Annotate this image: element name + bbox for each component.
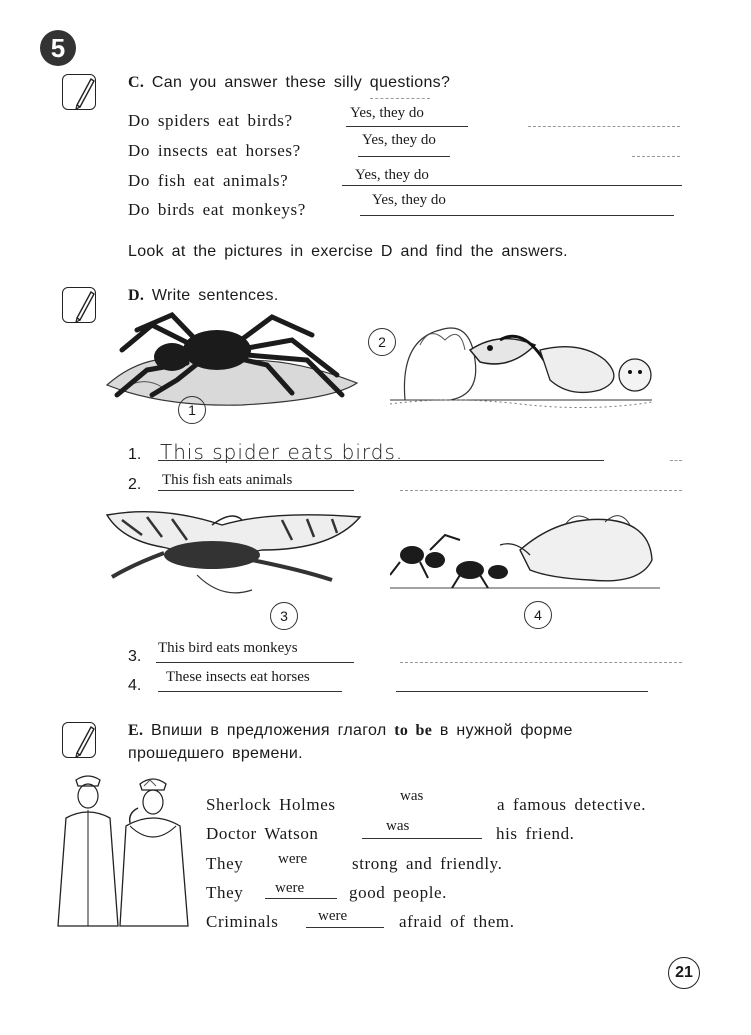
sentence-line-4	[158, 691, 342, 692]
row-e-4-answer: were	[275, 880, 305, 896]
question-c-1: Do spiders eat birds?	[128, 111, 293, 130]
answer-c-2: Yes, they do	[362, 132, 436, 148]
row-e-3-answer: were	[278, 851, 308, 867]
sentence-line-1	[158, 460, 604, 461]
section-c-instruction: Look at the pictures in exercise D and find the answers.	[128, 243, 568, 260]
section-e-title-a: Впиши в предложения глагол	[151, 722, 387, 739]
section-e-title-c: в нужной форме	[439, 722, 573, 739]
answer-c-3: Yes, they do	[355, 167, 429, 183]
row-e-4-after: good people.	[349, 883, 448, 902]
decor-dash	[632, 156, 680, 157]
picture-insects-eating-horse	[390, 500, 660, 600]
section-d-title-text: Write sentences.	[151, 287, 279, 304]
row-e-5-line	[306, 927, 384, 928]
row-e-1-after: a famous detective.	[497, 795, 647, 814]
row-e-5-answer: were	[318, 908, 348, 924]
page-number	[668, 957, 700, 989]
sentence-4: These insects eat horses	[166, 669, 310, 685]
answer-line-c-3	[342, 185, 682, 186]
picture-spider-eating-bird	[92, 305, 362, 415]
decor-dash	[670, 460, 682, 461]
row-e-5-before: Criminals	[206, 912, 279, 931]
row-e-4-line	[265, 898, 337, 899]
section-e-letter: E.	[128, 722, 144, 739]
row-e-2-answer: was	[386, 818, 410, 834]
answer-line-c-1	[346, 126, 468, 127]
picture-fish-eating-animals	[390, 300, 652, 410]
sentence-number-3: 3.	[128, 648, 142, 665]
answer-c-4: Yes, they do	[372, 192, 446, 208]
sentence-1: This spider eats birds.	[160, 440, 404, 464]
picture-holmes-and-watson	[48, 768, 198, 928]
section-c-title-text: Can you answer these silly questions?	[151, 74, 451, 91]
row-e-2-before: Doctor Watson	[206, 824, 319, 843]
section-c-letter: C.	[128, 74, 145, 91]
decor-dash	[370, 98, 430, 99]
question-c-4: Do birds eat monkeys?	[128, 200, 306, 219]
section-e-title-line2: прошедшего времени.	[128, 745, 303, 762]
section-c-title	[128, 74, 450, 92]
picture-number-4: 4	[524, 601, 552, 629]
unit-badge-number: 5	[50, 33, 66, 63]
picture-number-3: 3	[270, 602, 298, 630]
pencil-icon	[62, 74, 96, 110]
row-e-3-before: They	[206, 854, 244, 873]
pencil-icon	[62, 722, 96, 758]
picture-number-1: 1	[178, 396, 206, 424]
row-e-2-line	[362, 838, 482, 839]
decor-dash	[400, 662, 682, 663]
sentence-line-3	[156, 662, 354, 663]
decor-dash	[528, 126, 680, 127]
pencil-icon	[62, 287, 96, 323]
section-d-letter: D.	[128, 287, 145, 304]
row-e-1-before: Sherlock Holmes	[206, 795, 336, 814]
answer-c-1: Yes, they do	[350, 105, 424, 121]
section-e-title-line1	[128, 722, 573, 740]
sentence-number-4: 4.	[128, 677, 142, 694]
sentence-line-4b	[396, 691, 648, 692]
answer-line-c-2	[358, 156, 450, 157]
answer-line-c-4	[360, 215, 674, 216]
row-e-5-after: afraid of them.	[399, 912, 515, 931]
question-c-3: Do fish eat animals?	[128, 171, 289, 190]
sentence-number-1: 1.	[128, 446, 142, 463]
row-e-4-before: They	[206, 883, 244, 902]
unit-badge	[40, 30, 76, 66]
page-number-text: 21	[675, 964, 693, 981]
section-e-title-b: to be	[394, 722, 433, 739]
section-d-title	[128, 287, 279, 305]
decor-dash	[400, 490, 682, 491]
sentence-3: This bird eats monkeys	[158, 640, 298, 656]
sentence-number-2: 2.	[128, 476, 142, 493]
question-c-2: Do insects eat horses?	[128, 141, 301, 160]
sentence-line-2	[158, 490, 354, 491]
picture-bird-eating-monkey	[102, 505, 364, 605]
row-e-3-after: strong and friendly.	[352, 854, 503, 873]
row-e-1-answer: was	[400, 788, 424, 804]
sentence-2: This fish eats animals	[162, 472, 293, 488]
picture-number-2: 2	[368, 328, 396, 356]
row-e-2-after: his friend.	[496, 824, 575, 843]
